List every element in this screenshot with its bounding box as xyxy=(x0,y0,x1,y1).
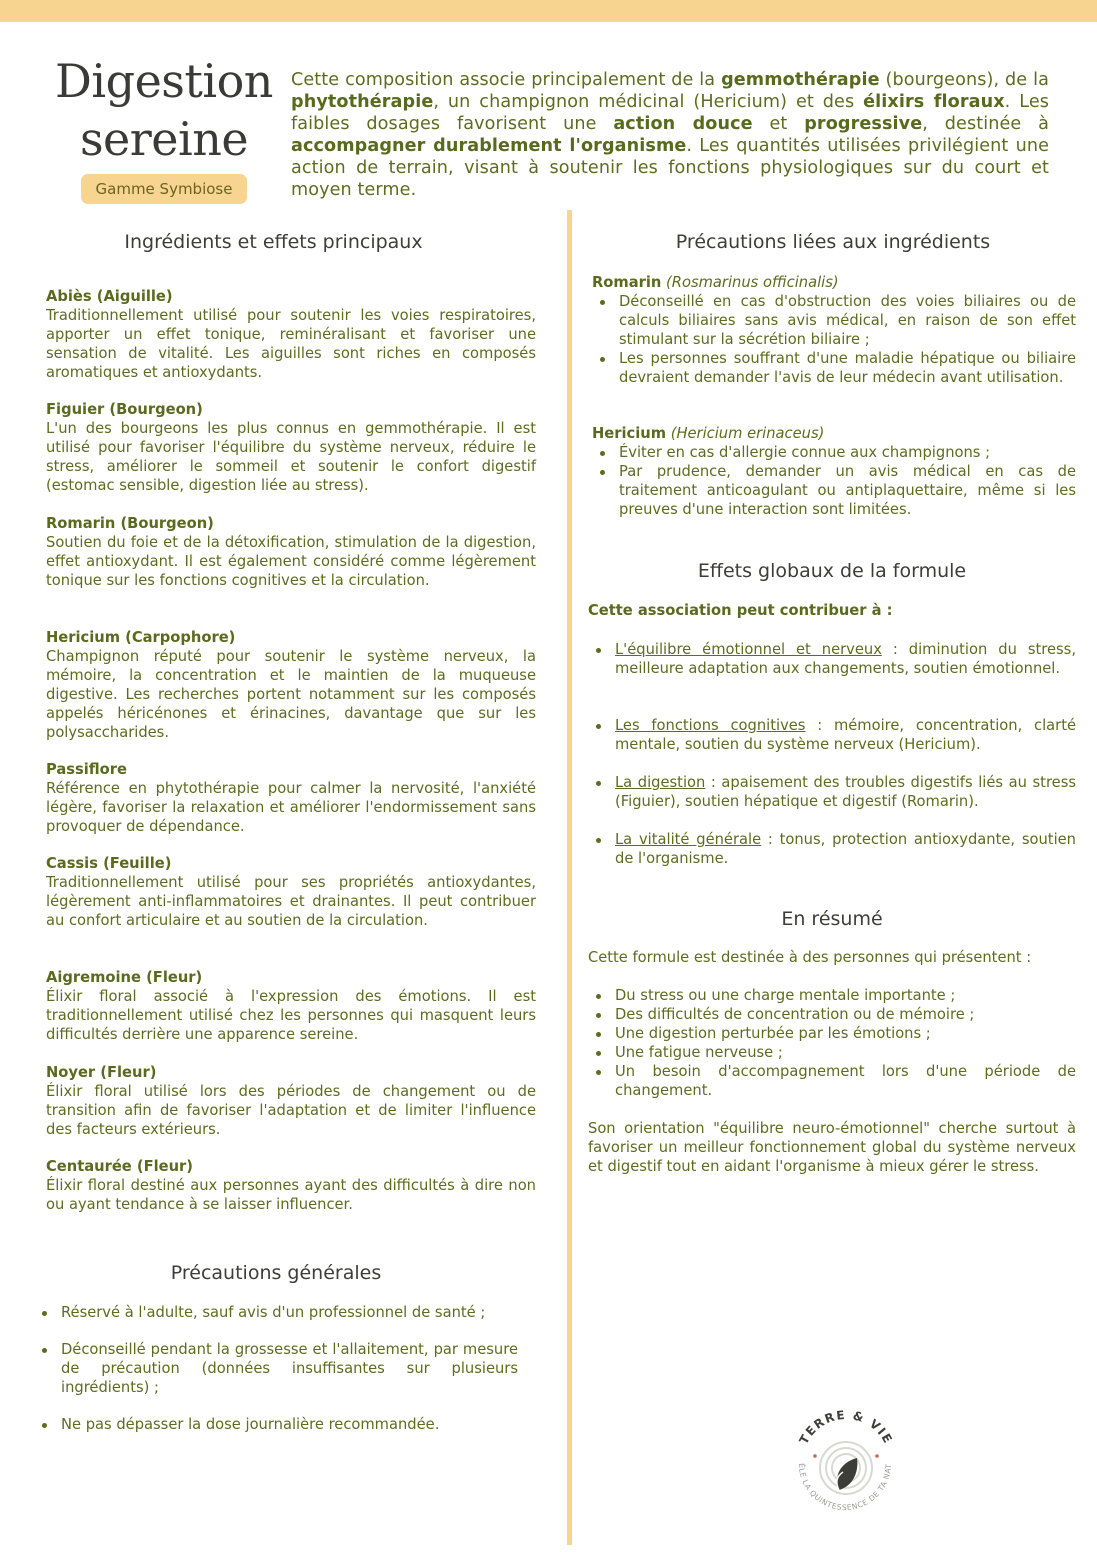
precaution-list xyxy=(592,292,1076,387)
summary-item: Du stress ou une charge mentale importante ; xyxy=(588,986,1076,1005)
logo-tagline-text: ÈLE LA QUINTESSENCE DE TA NAT xyxy=(796,1462,894,1513)
ingredient-name: Romarin (Bourgeon) xyxy=(46,515,214,532)
precaution-block xyxy=(592,424,1076,519)
global-effect-item xyxy=(588,830,1076,868)
global-effect-text xyxy=(588,716,1076,754)
column-divider xyxy=(567,210,572,1545)
ingredient-name: Cassis (Feuille) xyxy=(46,855,172,872)
logo-brand-text: TERRE & VIE xyxy=(796,1407,896,1447)
page-title xyxy=(44,52,284,168)
ingredient-item xyxy=(46,400,536,495)
general-precaution-item: Ne pas dépasser la dose journalière recommandée. xyxy=(34,1415,518,1434)
intro-emphasis: accompagner durablement l'organisme xyxy=(291,136,687,156)
general-precautions-list xyxy=(34,1303,518,1452)
global-effect-label: La vitalité générale xyxy=(615,831,762,848)
ingredient-item xyxy=(46,1157,536,1214)
global-effect-item xyxy=(588,773,1076,811)
summary-lead: Cette formule est destinée à des personnes qui présentent : xyxy=(588,949,1032,966)
ingredient-name: Abiès (Aiguille) xyxy=(46,288,173,305)
precaution-latin-name: (Hericium erinaceus) xyxy=(666,425,825,442)
global-effect-label: L'équilibre émotionnel et nerveux xyxy=(615,641,882,658)
global-effect-description: : mémoire, concentration, clarté mentale, soutien du système nerveux (Hericium). xyxy=(615,717,1076,753)
ingredient-name: Aigremoine (Fleur) xyxy=(46,969,203,986)
intro-text: , destinée à xyxy=(922,114,1050,134)
intro-emphasis: phytothérapie xyxy=(291,92,434,112)
general-precaution-item: Déconseillé pendant la grossesse et l'allaitement, par mesure de précaution (données insuffisantes sur plusieurs ingrédients) ; xyxy=(34,1340,518,1397)
ingredient-item xyxy=(46,1063,536,1139)
global-effects-heading: Effets globaux de la formule xyxy=(697,560,967,582)
intro-emphasis: progressive xyxy=(804,114,923,134)
global-effect-label: La digestion xyxy=(615,774,706,791)
summary-item: Une digestion perturbée par les émotions ; xyxy=(588,1024,1076,1043)
intro-emphasis: gemmothérapie xyxy=(721,70,880,90)
range-badge: Gamme Symbiose xyxy=(81,174,247,204)
top-accent-bar xyxy=(0,0,1097,22)
precaution-ingredient xyxy=(592,273,1076,292)
ingredient-name: Figuier (Bourgeon) xyxy=(46,401,203,418)
global-effect-description: : tonus, protection antioxydante, soutien de l'organisme. xyxy=(615,831,1076,867)
precaution-list xyxy=(592,443,1076,519)
summary-list xyxy=(588,986,1076,1100)
ingredient-name: Centaurée (Fleur) xyxy=(46,1158,194,1175)
intro-emphasis: action douce xyxy=(613,114,753,134)
global-effect-label: Les fonctions cognitives xyxy=(615,717,806,734)
global-effects-lead: Cette association peut contribuer à : xyxy=(588,602,893,619)
ingredient-description: Référence en phytothérapie pour calmer la nervosité, l'anxiété légère, favoriser la relaxation et améliorer l'endormissement sans provoquer de dépendance. xyxy=(46,780,536,835)
ingredient-description: Élixir floral associé à l'expression des émotions. Il est traditionnellement utilisé chez les personnes qui masquent leurs difficultés derrière une apparence sereine. xyxy=(46,988,536,1043)
ingredient-name: Passiflore xyxy=(46,761,127,778)
summary-heading: En résumé xyxy=(781,908,883,930)
ingredient-item xyxy=(46,514,536,590)
ingredient-item xyxy=(46,628,536,742)
global-effect-text xyxy=(588,830,1076,868)
intro-text: (bourgeons), de la xyxy=(879,70,1049,90)
global-effect-item xyxy=(588,640,1076,678)
global-effect-item xyxy=(588,716,1076,754)
precaution-item: Les personnes souffrant d'une maladie hépatique ou biliaire devraient demander l'avis de leur médecin avant utilisation. xyxy=(592,349,1076,387)
general-precaution-item: Réservé à l'adulte, sauf avis d'un professionnel de santé ; xyxy=(34,1303,518,1322)
general-precautions-heading: Précautions générales xyxy=(170,1262,382,1284)
ingredient-description: Traditionnellement utilisé pour ses propriétés antioxydantes, légèrement anti-inflammatoires et drainantes. Il peut contribuer au confort articulaire et au soutien de la circulation. xyxy=(46,874,536,929)
svg-text:TERRE & VIE xyxy=(797,1408,896,1447)
ingredient-name: Noyer (Fleur) xyxy=(46,1064,157,1081)
intro-emphasis: élixirs floraux xyxy=(863,92,1005,112)
ingredient-description: Champignon réputé pour soutenir le système nerveux, la mémoire, la concentration et le maintien de la muqueuse digestive. Les recherches portent notamment sur les composés appelés héricénones et érinacines, davantage que sur les polysaccharides. xyxy=(46,648,536,741)
summary-item: Des difficultés de concentration ou de mémoire ; xyxy=(588,1005,1076,1024)
ingredient-item xyxy=(46,854,536,930)
summary-paragraph: Son orientation "équilibre neuro-émotionnel" cherche surtout à favoriser un meilleur fonctionnement global du système nerveux et digestif tout en aidant l'organisme à mieux gérer le stress. xyxy=(588,1120,1076,1175)
ingredient-precautions-heading: Précautions liées aux ingrédients xyxy=(675,231,991,253)
precaution-ingredient-name: Hericium xyxy=(592,425,667,442)
precaution-item: Par prudence, demander un avis médical en cas de traitement anticoagulant ou antiplaquettaire, même si les preuves d'une interaction sont limitées. xyxy=(592,462,1076,519)
global-effect-text xyxy=(588,773,1076,811)
precaution-block xyxy=(592,273,1076,387)
precaution-item: Éviter en cas d'allergie connue aux champignons ; xyxy=(592,443,1076,462)
ingredients-heading: Ingrédients et effets principaux xyxy=(124,231,423,253)
precaution-item: Déconseillé en cas d'obstruction des voies biliaires ou de calculs biliaires sans avis médical, en raison de son effet stimulant sur la sécrétion biliaire ; xyxy=(592,292,1076,349)
intro-text: , un champignon médicinal (Hericium) et des xyxy=(433,92,864,112)
precaution-ingredient-name: Romarin xyxy=(592,274,662,291)
summary-item: Un besoin d'accompagnement lors d'une période de changement. xyxy=(588,1062,1076,1100)
ingredient-description: Soutien du foie et de la détoxification, stimulation de la digestion, effet antioxydant. Il est également considéré comme légèrement tonique sur les fonctions cognitives et la circulation. xyxy=(46,534,536,589)
ingredient-item xyxy=(46,760,536,836)
precaution-latin-name: (Rosmarinus officinalis) xyxy=(661,274,839,291)
summary-item: Une fatigue nerveuse ; xyxy=(588,1043,1076,1062)
brand-logo xyxy=(781,1402,911,1532)
global-effect-text xyxy=(588,640,1076,678)
ingredient-item xyxy=(46,968,536,1044)
ingredient-name: Hericium (Carpophore) xyxy=(46,629,236,646)
intro-text: et xyxy=(752,114,805,134)
title-line-1: Digestion xyxy=(55,54,273,108)
global-effect-description: : apaisement des troubles digestifs liés au stress (Figuier), soutien hépatique et digestif (Romarin). xyxy=(615,774,1076,810)
ingredient-description: Élixir floral destiné aux personnes ayant des difficultés à dire non ou ayant tendance à se laisser influencer. xyxy=(46,1177,536,1213)
ingredient-description: Traditionnellement utilisé pour soutenir les voies respiratoires, apporter un effet tonique, reminéralisant et favoriser une sensation de vitalité. Les aiguilles sont riches en composés aromatiques et antioxydants. xyxy=(46,307,536,381)
precaution-ingredient xyxy=(592,424,1076,443)
title-line-2: sereine xyxy=(79,112,249,166)
brand-logo-graphic xyxy=(781,1402,911,1532)
intro-paragraph xyxy=(291,69,1049,201)
intro-text: . Les quantités utilisées privilégient une action de terrain, visant à soutenir les fonctions physiologiques sur du court et moyen terme. xyxy=(291,136,1050,200)
ingredient-description: L'un des bourgeons les plus connus en gemmothérapie. Il est utilisé pour favoriser l'équilibre du système nerveux, réduire le stress, améliorer le sommeil et soutenir le confort digestif (estomac sensible, digestion liée au stress). xyxy=(46,420,536,494)
global-effect-description: : diminution du stress, meilleure adaptation aux changements, soutien émotionnel. xyxy=(615,641,1076,677)
intro-text: . Les faibles dosages favorisent une xyxy=(291,92,1050,134)
ingredient-item xyxy=(46,287,536,382)
intro-text: Cette composition associe principalement de la xyxy=(291,70,722,90)
ingredient-description: Élixir floral utilisé lors des périodes de changement ou de transition afin de favoriser l'adaptation et de limiter l'influence des facteurs extérieurs. xyxy=(46,1083,536,1138)
